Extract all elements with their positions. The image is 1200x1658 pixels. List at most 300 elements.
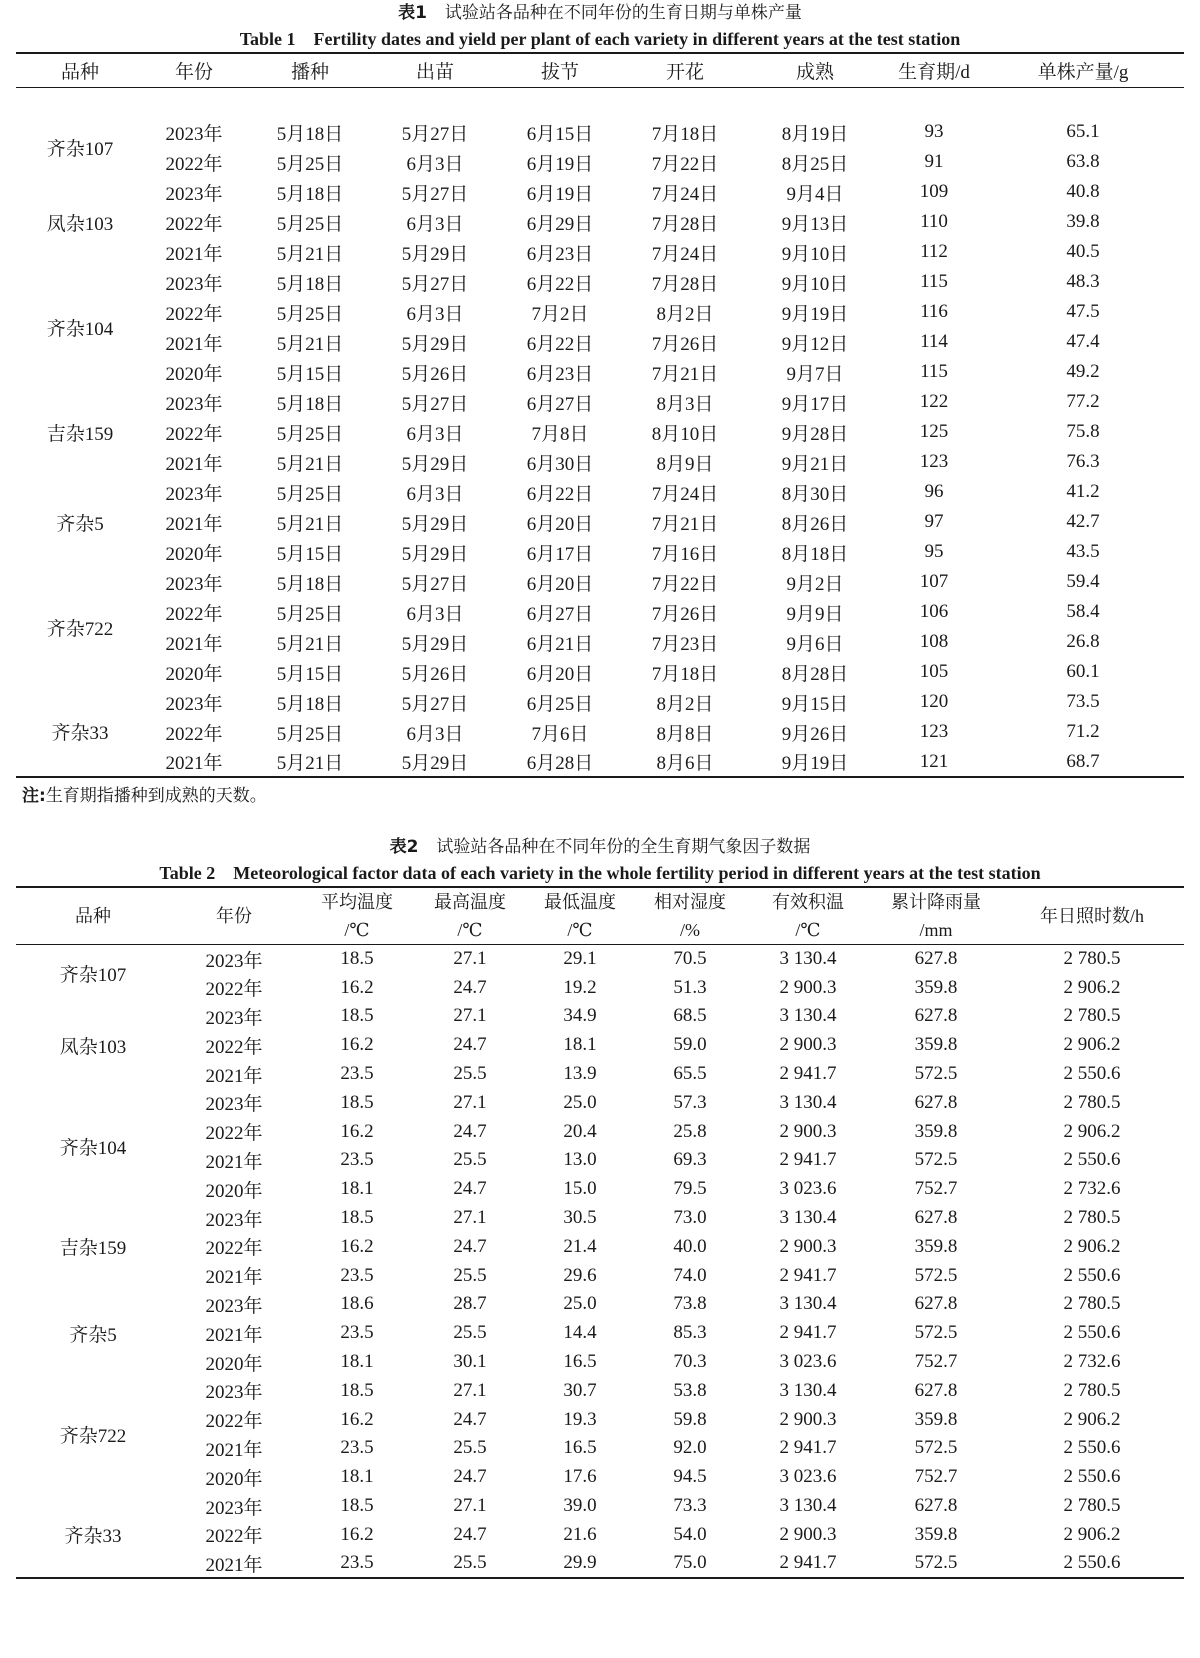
table-cell: 8月2日 [656, 693, 714, 715]
table-row [16, 207, 1184, 237]
table-cell: 116 [920, 301, 948, 322]
table-cell: 125 [919, 421, 949, 442]
table-cell: 7月18日 [651, 663, 719, 685]
table-cell: 107 [919, 571, 949, 592]
table-cell: 2022年 [165, 303, 223, 325]
table-cell: 70.5 [673, 948, 707, 970]
table-cell: 25.5 [453, 1149, 487, 1171]
table-cell: 5月18日 [276, 123, 344, 145]
table-cell: 57.3 [673, 1091, 707, 1113]
table-row [16, 1549, 1184, 1578]
table-cell: 17.6 [563, 1466, 597, 1488]
table-cell: 2020年 [205, 1353, 263, 1375]
table-cell: 6月23日 [526, 363, 594, 385]
header-label: 有效积温 [772, 892, 844, 912]
header-unit: /℃ [344, 920, 370, 940]
table-cell: 359.8 [914, 1235, 958, 1257]
table-cell: 627.8 [914, 1005, 958, 1027]
table-cell: 65.5 [673, 1063, 707, 1085]
table-cell: 27.1 [453, 948, 487, 970]
table-cell: 5月18日 [276, 273, 344, 295]
table-cell: 25.5 [453, 1552, 487, 1574]
table-cell: 23.5 [340, 1063, 374, 1085]
table2-header-cell [1000, 887, 1184, 945]
variety-cell: 齐杂104 [46, 318, 114, 340]
table-cell: 6月29日 [526, 213, 594, 235]
table-cell: 9月2日 [786, 573, 844, 595]
table-cell: 40.0 [673, 1235, 707, 1257]
table-cell: 627.8 [914, 1207, 958, 1229]
table-cell: 47.5 [1066, 301, 1100, 322]
header-unit: /℃ [795, 920, 821, 940]
table-row [16, 1434, 1184, 1463]
variety-cell: 齐杂107 [46, 138, 114, 160]
table-cell: 3 023.6 [779, 1178, 837, 1200]
header-label: 相对湿度 [654, 892, 726, 912]
header-label: 品种 [75, 906, 111, 926]
table-cell: 2022年 [205, 1526, 263, 1548]
table-cell: 5月25日 [276, 303, 344, 325]
table-cell: 9月7日 [786, 363, 844, 385]
table-cell: 6月17日 [526, 543, 594, 565]
variety-cell: 齐杂5 [69, 1324, 117, 1346]
table-cell: 123 [919, 721, 949, 742]
table-cell: 2 780.5 [1063, 1293, 1121, 1315]
table-cell: 2 780.5 [1063, 948, 1121, 970]
table-cell: 5月27日 [401, 273, 469, 295]
table-cell: 7月24日 [651, 243, 719, 265]
table-cell: 752.7 [914, 1178, 958, 1200]
table-cell: 2 780.5 [1063, 1091, 1121, 1113]
table-cell: 6月23日 [526, 243, 594, 265]
table-cell: 8月6日 [656, 753, 714, 774]
table-cell: 58.4 [1066, 601, 1100, 622]
table-cell: 9月4日 [786, 183, 844, 205]
table-cell: 2 780.5 [1063, 1207, 1121, 1229]
table-cell: 20.4 [563, 1120, 597, 1142]
table-cell: 40.5 [1066, 241, 1100, 262]
table-cell: 5月27日 [401, 123, 469, 145]
table-cell: 8月26日 [781, 513, 849, 535]
table-cell: 49.2 [1066, 361, 1100, 382]
table-cell: 2020年 [165, 663, 223, 685]
table-cell: 2022年 [165, 153, 223, 175]
table-cell: 5月25日 [276, 423, 344, 445]
table-cell: 9月15日 [781, 693, 849, 715]
table-cell: 2 906.2 [1063, 976, 1121, 998]
table-cell: 2 550.6 [1063, 1063, 1121, 1085]
table-cell: 16.2 [340, 1408, 374, 1430]
table1 [16, 52, 1184, 778]
table-cell: 75.8 [1066, 421, 1100, 442]
table-row [16, 477, 1184, 507]
note-label: 注: [22, 786, 46, 806]
variety-cell: 凤杂103 [46, 213, 114, 235]
table-cell: 18.1 [340, 1466, 374, 1488]
variety-cell: 凤杂103 [59, 1036, 127, 1058]
table-cell: 18.1 [563, 1034, 597, 1056]
header-label: 累计降雨量 [891, 892, 981, 912]
table1-header [16, 53, 1184, 87]
table-cell: 2023年 [205, 950, 263, 972]
table-cell: 572.5 [914, 1322, 958, 1344]
table-cell: 109 [919, 181, 949, 202]
table1-header-cell: 出苗 [415, 61, 454, 83]
table-cell: 5月21日 [276, 513, 344, 535]
table-cell: 5月21日 [276, 243, 344, 265]
table-cell: 2020年 [165, 363, 223, 385]
table-cell: 3 130.4 [779, 948, 837, 970]
table-cell: 95 [924, 541, 944, 562]
table-cell: 34.9 [563, 1005, 597, 1027]
table-cell: 21.6 [563, 1523, 597, 1545]
table-cell: 2021年 [165, 243, 223, 265]
table-cell: 5月29日 [401, 513, 469, 535]
table-row [16, 1463, 1184, 1492]
table-cell: 2020年 [205, 1180, 263, 1202]
table-cell: 9月10日 [781, 273, 849, 295]
header-label: 最高温度 [434, 892, 506, 912]
table-cell: 97 [924, 511, 944, 532]
table-cell: 28.7 [453, 1293, 487, 1315]
table-cell: 7月26日 [651, 333, 719, 355]
table-cell: 627.8 [914, 1091, 958, 1113]
table-cell: 6月28日 [526, 753, 594, 774]
table-cell: 5月15日 [276, 363, 344, 385]
table-cell: 6月3日 [406, 213, 464, 235]
table-cell: 13.0 [563, 1149, 597, 1171]
header-label: 年份 [216, 906, 252, 926]
table-row [16, 1060, 1184, 1089]
table-cell: 16.2 [340, 1523, 374, 1545]
table-cell: 68.5 [673, 1005, 707, 1027]
table-cell: 25.5 [453, 1322, 487, 1344]
table-cell: 359.8 [914, 1523, 958, 1545]
table-cell: 7月18日 [651, 123, 719, 145]
table-cell: 68.7 [1066, 750, 1100, 772]
table-cell: 26.8 [1066, 631, 1100, 652]
table-cell: 8月9日 [656, 453, 714, 475]
variety-cell: 齐杂722 [46, 618, 114, 640]
table-cell: 6月22日 [526, 333, 594, 355]
table-cell: 6月19日 [526, 183, 594, 205]
table-cell: 43.5 [1066, 541, 1100, 562]
table-cell: 8月2日 [656, 303, 714, 325]
table-cell: 572.5 [914, 1149, 958, 1171]
table-row [16, 177, 1184, 207]
table-cell: 120 [919, 691, 949, 712]
table-cell: 5月18日 [276, 393, 344, 415]
table-cell: 2 906.2 [1063, 1120, 1121, 1142]
table-cell: 96 [924, 481, 944, 502]
table-cell: 29.9 [563, 1552, 597, 1574]
table-cell: 5月25日 [276, 603, 344, 625]
table-cell: 24.7 [453, 1235, 487, 1257]
table-cell: 23.5 [340, 1437, 374, 1459]
table-cell: 3 023.6 [779, 1351, 837, 1373]
variety-cell: 吉杂159 [46, 423, 114, 445]
variety-cell: 齐杂104 [59, 1137, 127, 1159]
table-row [16, 717, 1184, 747]
header-label: 平均温度 [321, 892, 393, 912]
table-cell: 9月12日 [781, 333, 849, 355]
table-cell: 25.5 [453, 1437, 487, 1459]
table-row [16, 537, 1184, 567]
table-cell: 53.8 [673, 1379, 707, 1401]
table2 [16, 886, 1184, 1579]
table-row [16, 1002, 1184, 1031]
table-cell: 27.1 [453, 1091, 487, 1113]
table-cell: 23.5 [340, 1264, 374, 1286]
table2-number-en: Table 2 [159, 863, 216, 883]
table-cell: 25.0 [563, 1293, 597, 1315]
header-label: 最低温度 [544, 892, 616, 912]
table-cell: 25.5 [453, 1264, 487, 1286]
table-cell: 2 941.7 [779, 1437, 837, 1459]
table1-title-en: Fertility dates and yield per plant of each variety in different years at the test station [313, 29, 961, 49]
table-cell: 25.5 [453, 1063, 487, 1085]
table-cell: 2 941.7 [779, 1552, 837, 1574]
table-cell: 572.5 [914, 1437, 958, 1459]
table-cell: 25.8 [673, 1120, 707, 1142]
table-row [16, 687, 1184, 717]
table-cell: 5月29日 [401, 633, 469, 655]
table-cell: 9月21日 [781, 453, 849, 475]
table-cell: 2023年 [205, 1497, 263, 1519]
table-cell: 2021年 [205, 1065, 263, 1087]
table-cell: 2 906.2 [1063, 1034, 1121, 1056]
table2-caption-en [16, 860, 1184, 886]
table-cell: 63.8 [1066, 151, 1100, 172]
table-cell: 9月6日 [786, 633, 844, 655]
table-row [16, 1492, 1184, 1521]
table-cell: 5月26日 [401, 663, 469, 685]
table1-caption-en [16, 26, 1184, 52]
table-row [16, 945, 1184, 974]
table-row [16, 147, 1184, 177]
header-unit: /℃ [567, 920, 593, 940]
table-cell: 73.0 [673, 1207, 707, 1229]
table-row [16, 1348, 1184, 1377]
table-cell: 14.4 [563, 1322, 597, 1344]
table-cell: 115 [920, 361, 948, 382]
table-cell: 8月25日 [781, 153, 849, 175]
table-cell: 572.5 [914, 1264, 958, 1286]
table-cell: 2 900.3 [779, 1408, 837, 1430]
table-cell: 2022年 [165, 213, 223, 235]
table-cell: 2021年 [205, 1151, 263, 1173]
table-cell: 91 [924, 151, 944, 172]
table-cell: 24.7 [453, 976, 487, 998]
table2-header-cell [170, 887, 298, 945]
table-cell: 2022年 [165, 603, 223, 625]
table-cell: 123 [919, 451, 949, 472]
table-row [16, 297, 1184, 327]
table-cell: 572.5 [914, 1063, 958, 1085]
table-cell: 21.4 [563, 1235, 597, 1257]
table1-header-cell: 品种 [60, 61, 99, 83]
table-cell: 108 [919, 631, 949, 652]
table-cell: 5月21日 [276, 333, 344, 355]
table-cell: 2023年 [165, 273, 223, 295]
table-cell: 3 130.4 [779, 1005, 837, 1027]
table-cell: 7月22日 [651, 573, 719, 595]
table-cell: 75.0 [673, 1552, 707, 1574]
table-cell: 6月3日 [406, 423, 464, 445]
table-cell: 5月27日 [401, 693, 469, 715]
table-cell: 30.5 [563, 1207, 597, 1229]
table-cell: 5月27日 [401, 393, 469, 415]
table-row [16, 567, 1184, 597]
table1-header-cell: 拔节 [540, 61, 579, 83]
table-cell: 9月13日 [781, 213, 849, 235]
table-cell: 2023年 [165, 483, 223, 505]
header-unit: /mm [919, 920, 953, 940]
table-cell: 2023年 [205, 1007, 263, 1029]
table2-number-cn: 表2 [389, 837, 419, 857]
table-cell: 7月21日 [651, 363, 719, 385]
table-row [16, 747, 1184, 777]
table2-caption-cn [16, 834, 1184, 860]
table-cell: 2 732.6 [1063, 1178, 1121, 1200]
table-cell: 359.8 [914, 976, 958, 998]
table-cell: 572.5 [914, 1552, 958, 1574]
table-cell: 6月3日 [406, 603, 464, 625]
table-cell: 18.6 [340, 1293, 374, 1315]
table-row [16, 1088, 1184, 1117]
table-cell: 2 900.3 [779, 1235, 837, 1257]
table-cell: 122 [919, 391, 949, 412]
table-cell: 2020年 [205, 1468, 263, 1490]
table-cell: 6月22日 [526, 273, 594, 295]
table-cell: 70.3 [673, 1351, 707, 1373]
table-cell: 23.5 [340, 1322, 374, 1344]
table-cell: 2021年 [165, 513, 223, 535]
table-cell: 2 900.3 [779, 1034, 837, 1056]
table-row [16, 1520, 1184, 1549]
table-cell: 5月15日 [276, 663, 344, 685]
table-cell: 2023年 [165, 573, 223, 595]
table-cell: 24.7 [453, 1523, 487, 1545]
table-cell: 18.5 [340, 1005, 374, 1027]
table-cell: 48.3 [1066, 271, 1100, 292]
table-cell: 8月3日 [656, 393, 714, 415]
table-cell: 2 550.6 [1063, 1322, 1121, 1344]
table-cell: 7月24日 [651, 483, 719, 505]
table-cell: 752.7 [914, 1351, 958, 1373]
table2-title-en: Meteorological factor data of each variety in the whole fertility period in different years at the test station [233, 863, 1041, 883]
table2-body [16, 945, 1184, 1579]
table-cell: 2021年 [165, 633, 223, 655]
table-cell: 9月9日 [786, 603, 844, 625]
table-cell: 106 [919, 601, 949, 622]
table2-title-cn: 试验站各品种在不同年份的全生育期气象因子数据 [436, 837, 811, 857]
variety-cell: 齐杂107 [59, 965, 127, 987]
table-cell: 6月3日 [406, 303, 464, 325]
table-cell: 85.3 [673, 1322, 707, 1344]
table-cell: 2023年 [205, 1382, 263, 1404]
header-label: 年日照时数/h [1039, 906, 1144, 926]
table-cell: 27.1 [453, 1005, 487, 1027]
table-cell: 24.7 [453, 1178, 487, 1200]
table-row [16, 597, 1184, 627]
table-cell: 2 906.2 [1063, 1523, 1121, 1545]
table-cell: 2022年 [205, 1411, 263, 1433]
table-cell: 6月25日 [526, 693, 594, 715]
table2-header-cell [524, 887, 636, 945]
table-cell: 27.1 [453, 1495, 487, 1517]
table-cell: 2023年 [165, 393, 223, 415]
table-cell: 9月19日 [781, 753, 849, 774]
table-row [16, 387, 1184, 417]
table-cell: 8月8日 [656, 723, 714, 745]
table-cell: 8月19日 [781, 123, 849, 145]
table-cell: 7月8日 [531, 423, 589, 445]
table-cell: 7月24日 [651, 183, 719, 205]
table-cell: 77.2 [1066, 391, 1100, 412]
table-cell: 5月26日 [401, 363, 469, 385]
table-cell: 47.4 [1066, 331, 1100, 352]
table-cell: 40.8 [1066, 181, 1100, 202]
table-cell: 2021年 [165, 453, 223, 475]
table-cell: 16.2 [340, 1034, 374, 1056]
table-cell: 2 780.5 [1063, 1379, 1121, 1401]
table-cell: 105 [919, 661, 949, 682]
table-cell: 8月10日 [651, 423, 719, 445]
table-cell: 121 [919, 750, 949, 772]
table-row [16, 1232, 1184, 1261]
table-cell: 359.8 [914, 1120, 958, 1142]
table2-header-cell [872, 887, 1000, 945]
variety-cell: 齐杂33 [64, 1525, 122, 1547]
table-cell: 5月29日 [401, 753, 469, 774]
table-cell: 18.1 [340, 1351, 374, 1373]
table2-header-cell [298, 887, 416, 945]
table-cell: 15.0 [563, 1178, 597, 1200]
table-cell: 5月21日 [276, 633, 344, 655]
table-cell: 24.7 [453, 1466, 487, 1488]
table-cell: 2 900.3 [779, 1120, 837, 1142]
table-cell: 71.2 [1066, 721, 1100, 742]
table-cell: 2 906.2 [1063, 1235, 1121, 1257]
table-cell: 16.2 [340, 976, 374, 998]
table-cell: 5月29日 [401, 333, 469, 355]
table-cell: 6月22日 [526, 483, 594, 505]
table1-header-cell: 单株产量/g [1037, 61, 1129, 83]
table-cell: 2 941.7 [779, 1264, 837, 1286]
table-cell: 359.8 [914, 1034, 958, 1056]
table-cell: 30.1 [453, 1351, 487, 1373]
table-row [16, 627, 1184, 657]
table-row [16, 267, 1184, 297]
table-cell: 30.7 [563, 1379, 597, 1401]
table-cell: 39.8 [1066, 211, 1100, 232]
table-cell: 5月29日 [401, 243, 469, 265]
table-cell: 115 [920, 271, 948, 292]
table-cell: 2 780.5 [1063, 1495, 1121, 1517]
table-cell: 6月20日 [526, 573, 594, 595]
table-cell: 2 550.6 [1063, 1466, 1121, 1488]
table-row [16, 657, 1184, 687]
table-cell: 19.3 [563, 1408, 597, 1430]
table-cell: 6月3日 [406, 153, 464, 175]
table-cell: 5月18日 [276, 183, 344, 205]
table-cell: 16.5 [563, 1351, 597, 1373]
table-cell: 51.3 [673, 976, 707, 998]
table-cell: 2021年 [165, 333, 223, 355]
table-cell: 2021年 [205, 1439, 263, 1461]
table-row [16, 1290, 1184, 1319]
